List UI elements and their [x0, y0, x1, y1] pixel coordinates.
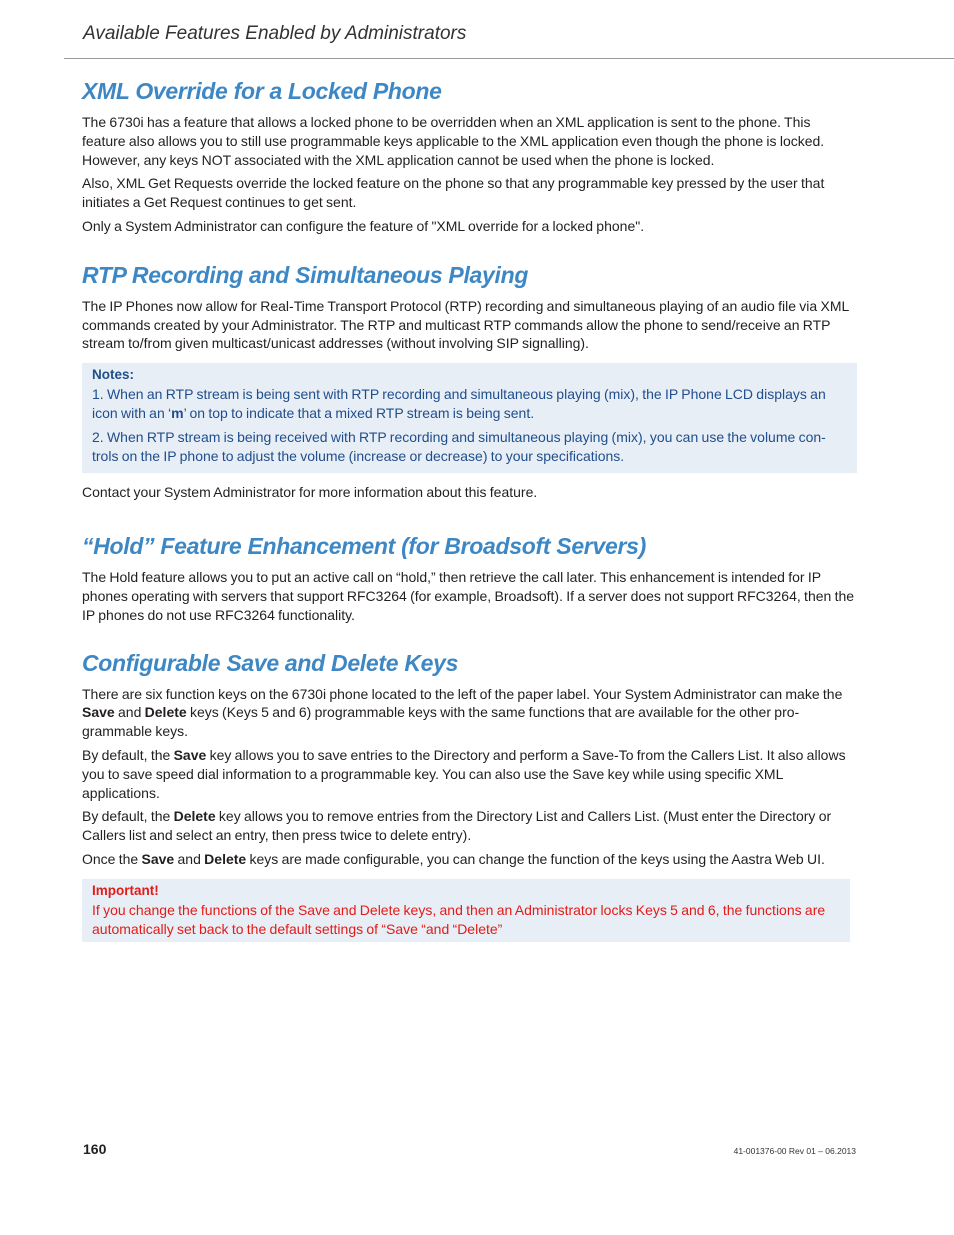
paragraph [82, 746, 857, 802]
paragraph: Only a System Administrator can configure the feature of "XML override for a locked phone". [82, 217, 645, 234]
text-run: key allows you to remove entries from the Directory List and Callers List. (Must enter the Directory or Callers list and select an entry, then press twice to delete entry). [82, 808, 832, 844]
important-box [82, 879, 850, 943]
section-heading: RTP Recording and Simultaneous Playing [82, 261, 529, 288]
text-run: keys (Keys 5 and 6) programmable keys with the same functions that are available for the other pro-grammable keys. [82, 704, 800, 740]
section-heading: Configurable Save and Delete Keys [82, 649, 459, 676]
document-id: 41-001376-00 Rev 01 – 06.2013 [733, 1146, 856, 1156]
note-item: 2. When RTP stream is being received with RTP recording and simultaneous playing (mix), you can use the volume con-trols on the IP phone to adjust the volume (increase or decrease) to your specifications. [92, 428, 826, 464]
paragraph: The IP Phones now allow for Real-Time Transport Protocol (RTP) recording and simultaneous playing of an audio file via XML commands created by your Administrator. The RTP and multicast RTP commands allow the phone to send/receive an RTP stream to/from given multicast/unicast addresses (without involving SIP signalling). [82, 297, 849, 352]
note-bold-text: m [171, 404, 184, 421]
section-xml-override [82, 78, 857, 236]
text-run: By default, the [82, 746, 174, 763]
section-rtp-recording [82, 262, 857, 502]
important-title: Important! [92, 882, 159, 898]
page-number: 160 [83, 1141, 107, 1157]
note-text: 1. When an RTP stream is being sent with RTP recording and simultaneous playing (mix), the IP Phone LCD displays an icon with an ‘ [92, 386, 826, 421]
text-run: and [114, 704, 145, 721]
text-run: Once the [82, 850, 142, 867]
paragraph [82, 807, 857, 845]
bold-term: Save [82, 704, 115, 721]
important-text: If you change the functions of the Save and Delete keys, and then an Administrator locks Keys 5 and 6, the functions are automatically set back to the default settings of “Save “and “Delete” [92, 901, 826, 937]
paragraph: Contact your System Administrator for more information about this feature. [82, 484, 538, 501]
bold-term: Save [141, 850, 175, 867]
paragraph: The Hold feature allows you to put an active call on “hold,” then retrieve the call later. This enhancement is intended for IP phones operating with servers that support RFC3264 (for example, Broadsoft). If a server does not support RFC3264, then the IP phones do not use RFC3264 functionality. [82, 569, 855, 623]
paragraph [82, 685, 857, 741]
paragraph [82, 850, 857, 869]
bold-term: Save [173, 746, 207, 763]
section-heading: “Hold” Feature Enhancement (for Broadsoft Servers) [82, 533, 646, 560]
section-save-delete-keys [82, 650, 857, 943]
bold-term: Delete [204, 850, 247, 867]
text-run: key allows you to save entries to the Directory and perform a Save-To from the Callers List. It also allows you to save speed dial information to a programmable key. You can also use the Save key while using specific XML applications. [82, 746, 846, 801]
running-header-title: Available Features Enabled by Administrators [83, 23, 467, 44]
notes-box [82, 363, 857, 473]
section-heading: XML Override for a Locked Phone [82, 78, 442, 104]
text-run: and [174, 850, 205, 867]
text-run: By default, the [82, 808, 174, 825]
bold-term: Delete [173, 808, 216, 825]
text-run: keys are made configurable, you can change the function of the keys using the Aastra Web UI. [246, 850, 825, 867]
note-text: ’ on top to indicate that a mixed RTP stream is being sent. [183, 404, 535, 421]
paragraph: Also, XML Get Requests override the locked feature on the phone so that any programmable key pressed by the user that initiates a Get Request continues to get sent. [82, 175, 825, 211]
section-hold-feature [82, 533, 857, 624]
header-divider [64, 58, 954, 59]
page-content [82, 78, 857, 942]
bold-term: Delete [144, 704, 187, 721]
note-item [92, 385, 847, 423]
text-run: There are six function keys on the 6730i phone located to the left of the paper label. Your System Administrator can make the [82, 685, 843, 702]
notes-title: Notes: [92, 367, 135, 383]
paragraph: The 6730i has a feature that allows a locked phone to be overridden when an XML application is sent to the phone. This feature also allows you to still use programmable keys applicable to the XML application even though the phone is locked. However, any keys NOT associated with the XML application cannot be used when the phone is locked. [82, 114, 825, 168]
